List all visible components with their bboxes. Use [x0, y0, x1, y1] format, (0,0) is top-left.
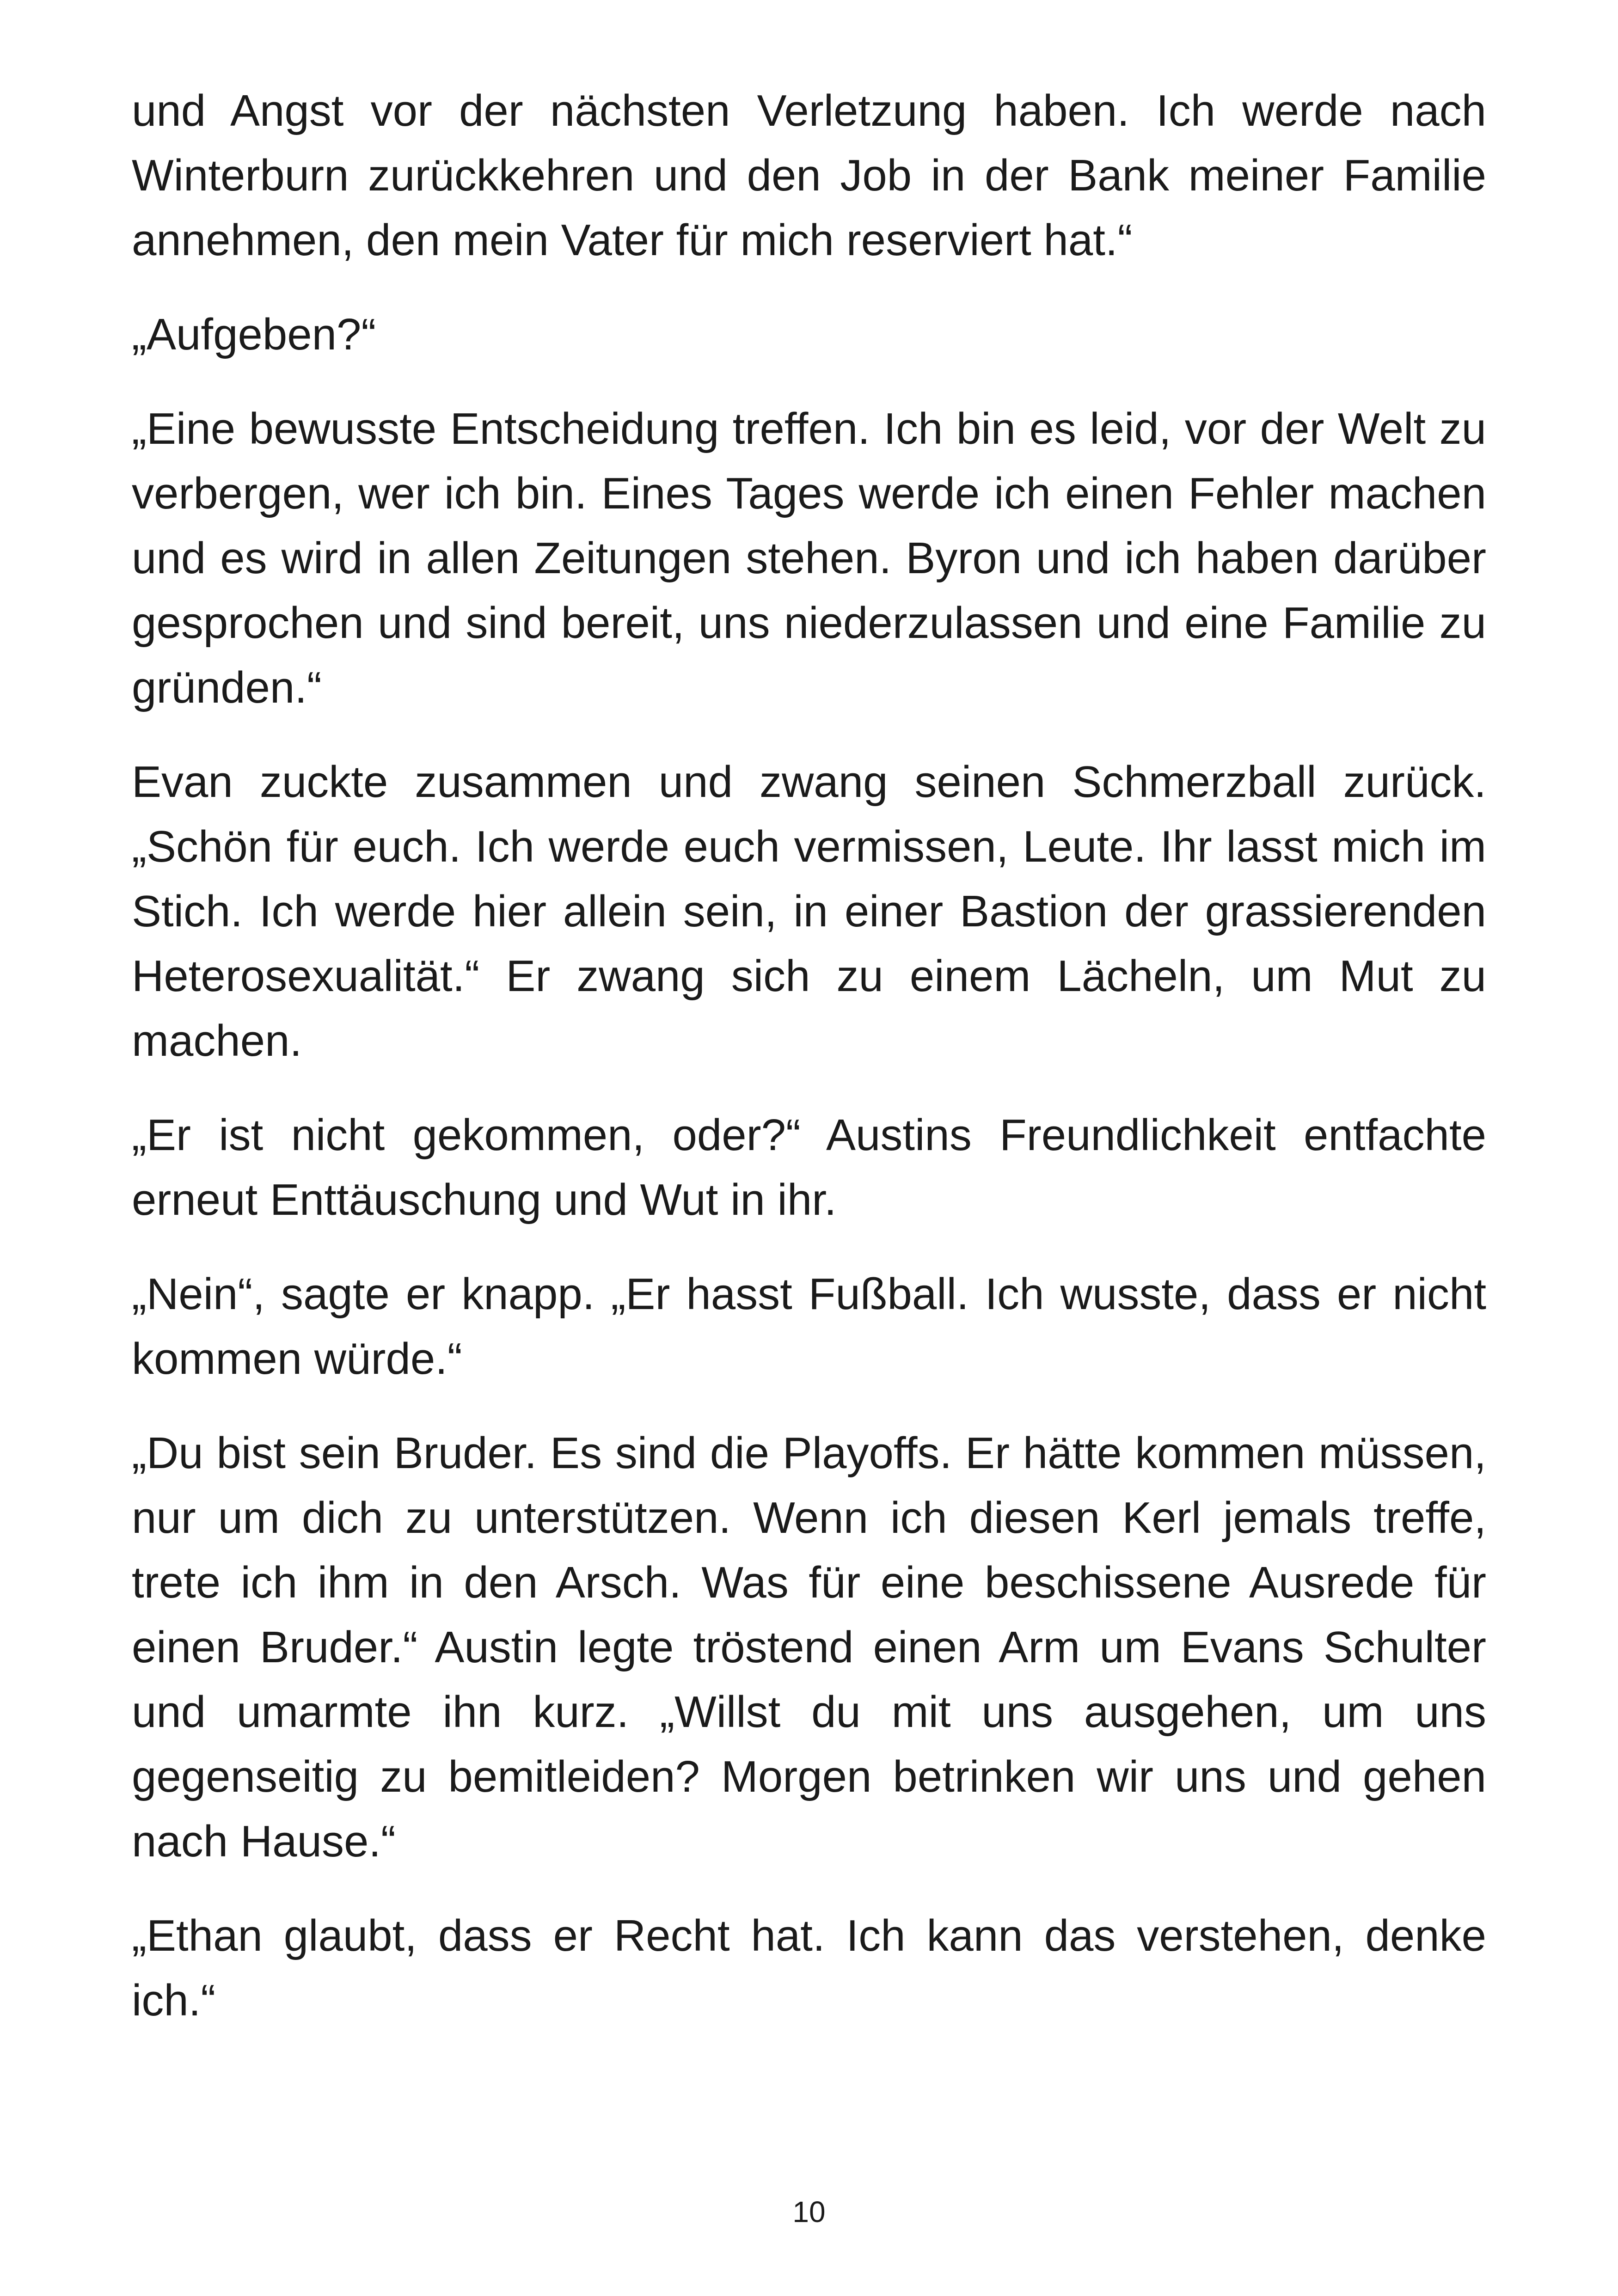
- page-number: 10: [792, 2195, 826, 2229]
- page-body: [132, 79, 1486, 2063]
- paragraph: „Eine bewusste Entscheidung treffen. Ich bin es leid, vor der Welt zu verbergen, wer ich bin. Eines Tages werde ich einen Fehler machen und es wird in allen Zeitungen stehen. Byron und ich haben darüber gesprochen und sind bereit, uns niederzulassen und eine Familie zu gründen.“: [132, 404, 1486, 712]
- paragraph: „Nein“, sagte er knapp. „Er hasst Fußball. Ich wusste, dass er nicht kommen würde.“: [132, 1269, 1486, 1384]
- paragraph: „Ethan glaubt, dass er Recht hat. Ich kann das verstehen, denke ich.“: [132, 1911, 1486, 2025]
- paragraph: „Er ist nicht gekommen, oder?“ Austins Freundlichkeit entfachte erneut Enttäuschung und Wut in ihr.: [132, 1110, 1486, 1225]
- paragraph: Evan zuckte zusammen und zwang seinen Schmerzball zurück. „Schön für euch. Ich werde euch vermissen, Leute. Ihr lasst mich im Stich. Ich werde hier allein sein, in einer Bastion der grassierenden Heterosexualität.“ Er zwang sich zu einem Lächeln, um Mut zu machen.: [132, 757, 1486, 1065]
- paragraph: und Angst vor der nächsten Verletzung haben. Ich werde nach Winterburn zurückkehren und den Job in der Bank meiner Familie annehmen, den mein Vater für mich reserviert hat.“: [132, 86, 1486, 265]
- paragraph: „Aufgeben?“: [132, 310, 376, 359]
- paragraph: „Du bist sein Bruder. Es sind die Playoffs. Er hätte kommen müssen, nur um dich zu unterstützen. Wenn ich diesen Kerl jemals treffe, trete ich ihm in den Arsch. Was für eine beschissene Ausrede für einen Bruder.“ Austin legte tröstend einen Arm um Evans Schulter und umarmte ihn kurz. „Willst du mit uns ausgehen, um uns gegenseitig zu bemitleiden? Morgen betrinken wir uns und gehen nach Hause.“: [132, 1428, 1486, 1866]
